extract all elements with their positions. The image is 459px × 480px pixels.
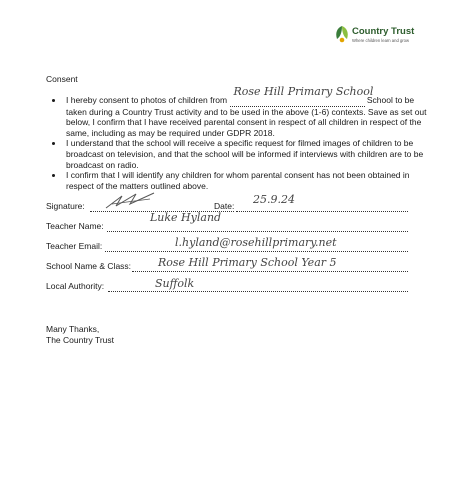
local-authority-value: Suffolk — [155, 277, 195, 290]
closing-line-2: The Country Trust — [46, 335, 115, 345]
teacher-email-line — [105, 251, 408, 252]
signature-label: Signature: — [46, 201, 85, 211]
date-line — [236, 211, 408, 212]
school-class-line — [132, 271, 408, 272]
teacher-email-label: Teacher Email: — [46, 241, 103, 251]
local-authority-line — [108, 291, 408, 292]
teacher-name-line — [107, 231, 408, 232]
signature-scribble — [102, 190, 160, 212]
bullet-1-pre: I hereby consent to photos of children from — [66, 95, 228, 105]
logo-tagline: Where children learn and grow — [352, 38, 410, 43]
list-item — [64, 138, 432, 170]
date-label: Date: — [214, 201, 235, 211]
leaf-logo-icon — [334, 25, 350, 43]
bullet-2-text: I understand that the school will receive a specific request for filmed images of children to be broadcast on television, and that the school will be informed if interviews with children are to be broadcast on radio. — [66, 138, 424, 170]
country-trust-logo — [334, 25, 444, 49]
closing — [46, 324, 114, 346]
local-authority-label: Local Authority: — [46, 281, 105, 291]
bullet-3-text: I confirm that I will identify any children for whom parental consent has not been obtained in respect of the matters outlined above. — [66, 170, 410, 191]
logo-name: Country Trust — [352, 26, 415, 37]
list-item — [64, 85, 432, 138]
bullet-1-post: School to be taken during a Country Trust activity and to be used in the above (1-6) contexts. Save as set out below, I confirm that I have received parental consent in respect of all children in respect of the same, including as may be required under GDPR 2018. — [66, 95, 427, 138]
teacher-name-value: Luke Hyland — [150, 211, 222, 224]
signature-row — [46, 201, 85, 211]
page-title: Consent — [46, 74, 78, 84]
school-handwritten-field — [230, 85, 374, 107]
consent-list — [46, 85, 432, 191]
list-item — [64, 170, 432, 191]
school-class-label: School Name & Class: — [46, 261, 132, 271]
date-value: 25.9.24 — [253, 193, 295, 206]
closing-line-1: Many Thanks, — [46, 324, 100, 334]
school-class-value: Rose Hill Primary School Year 5 — [158, 256, 337, 269]
teacher-name-label: Teacher Name: — [46, 221, 104, 231]
school-handwritten-value: Rose Hill Primary School — [233, 85, 374, 98]
teacher-email-value: l.hyland@rosehillprimary.net — [175, 236, 337, 249]
